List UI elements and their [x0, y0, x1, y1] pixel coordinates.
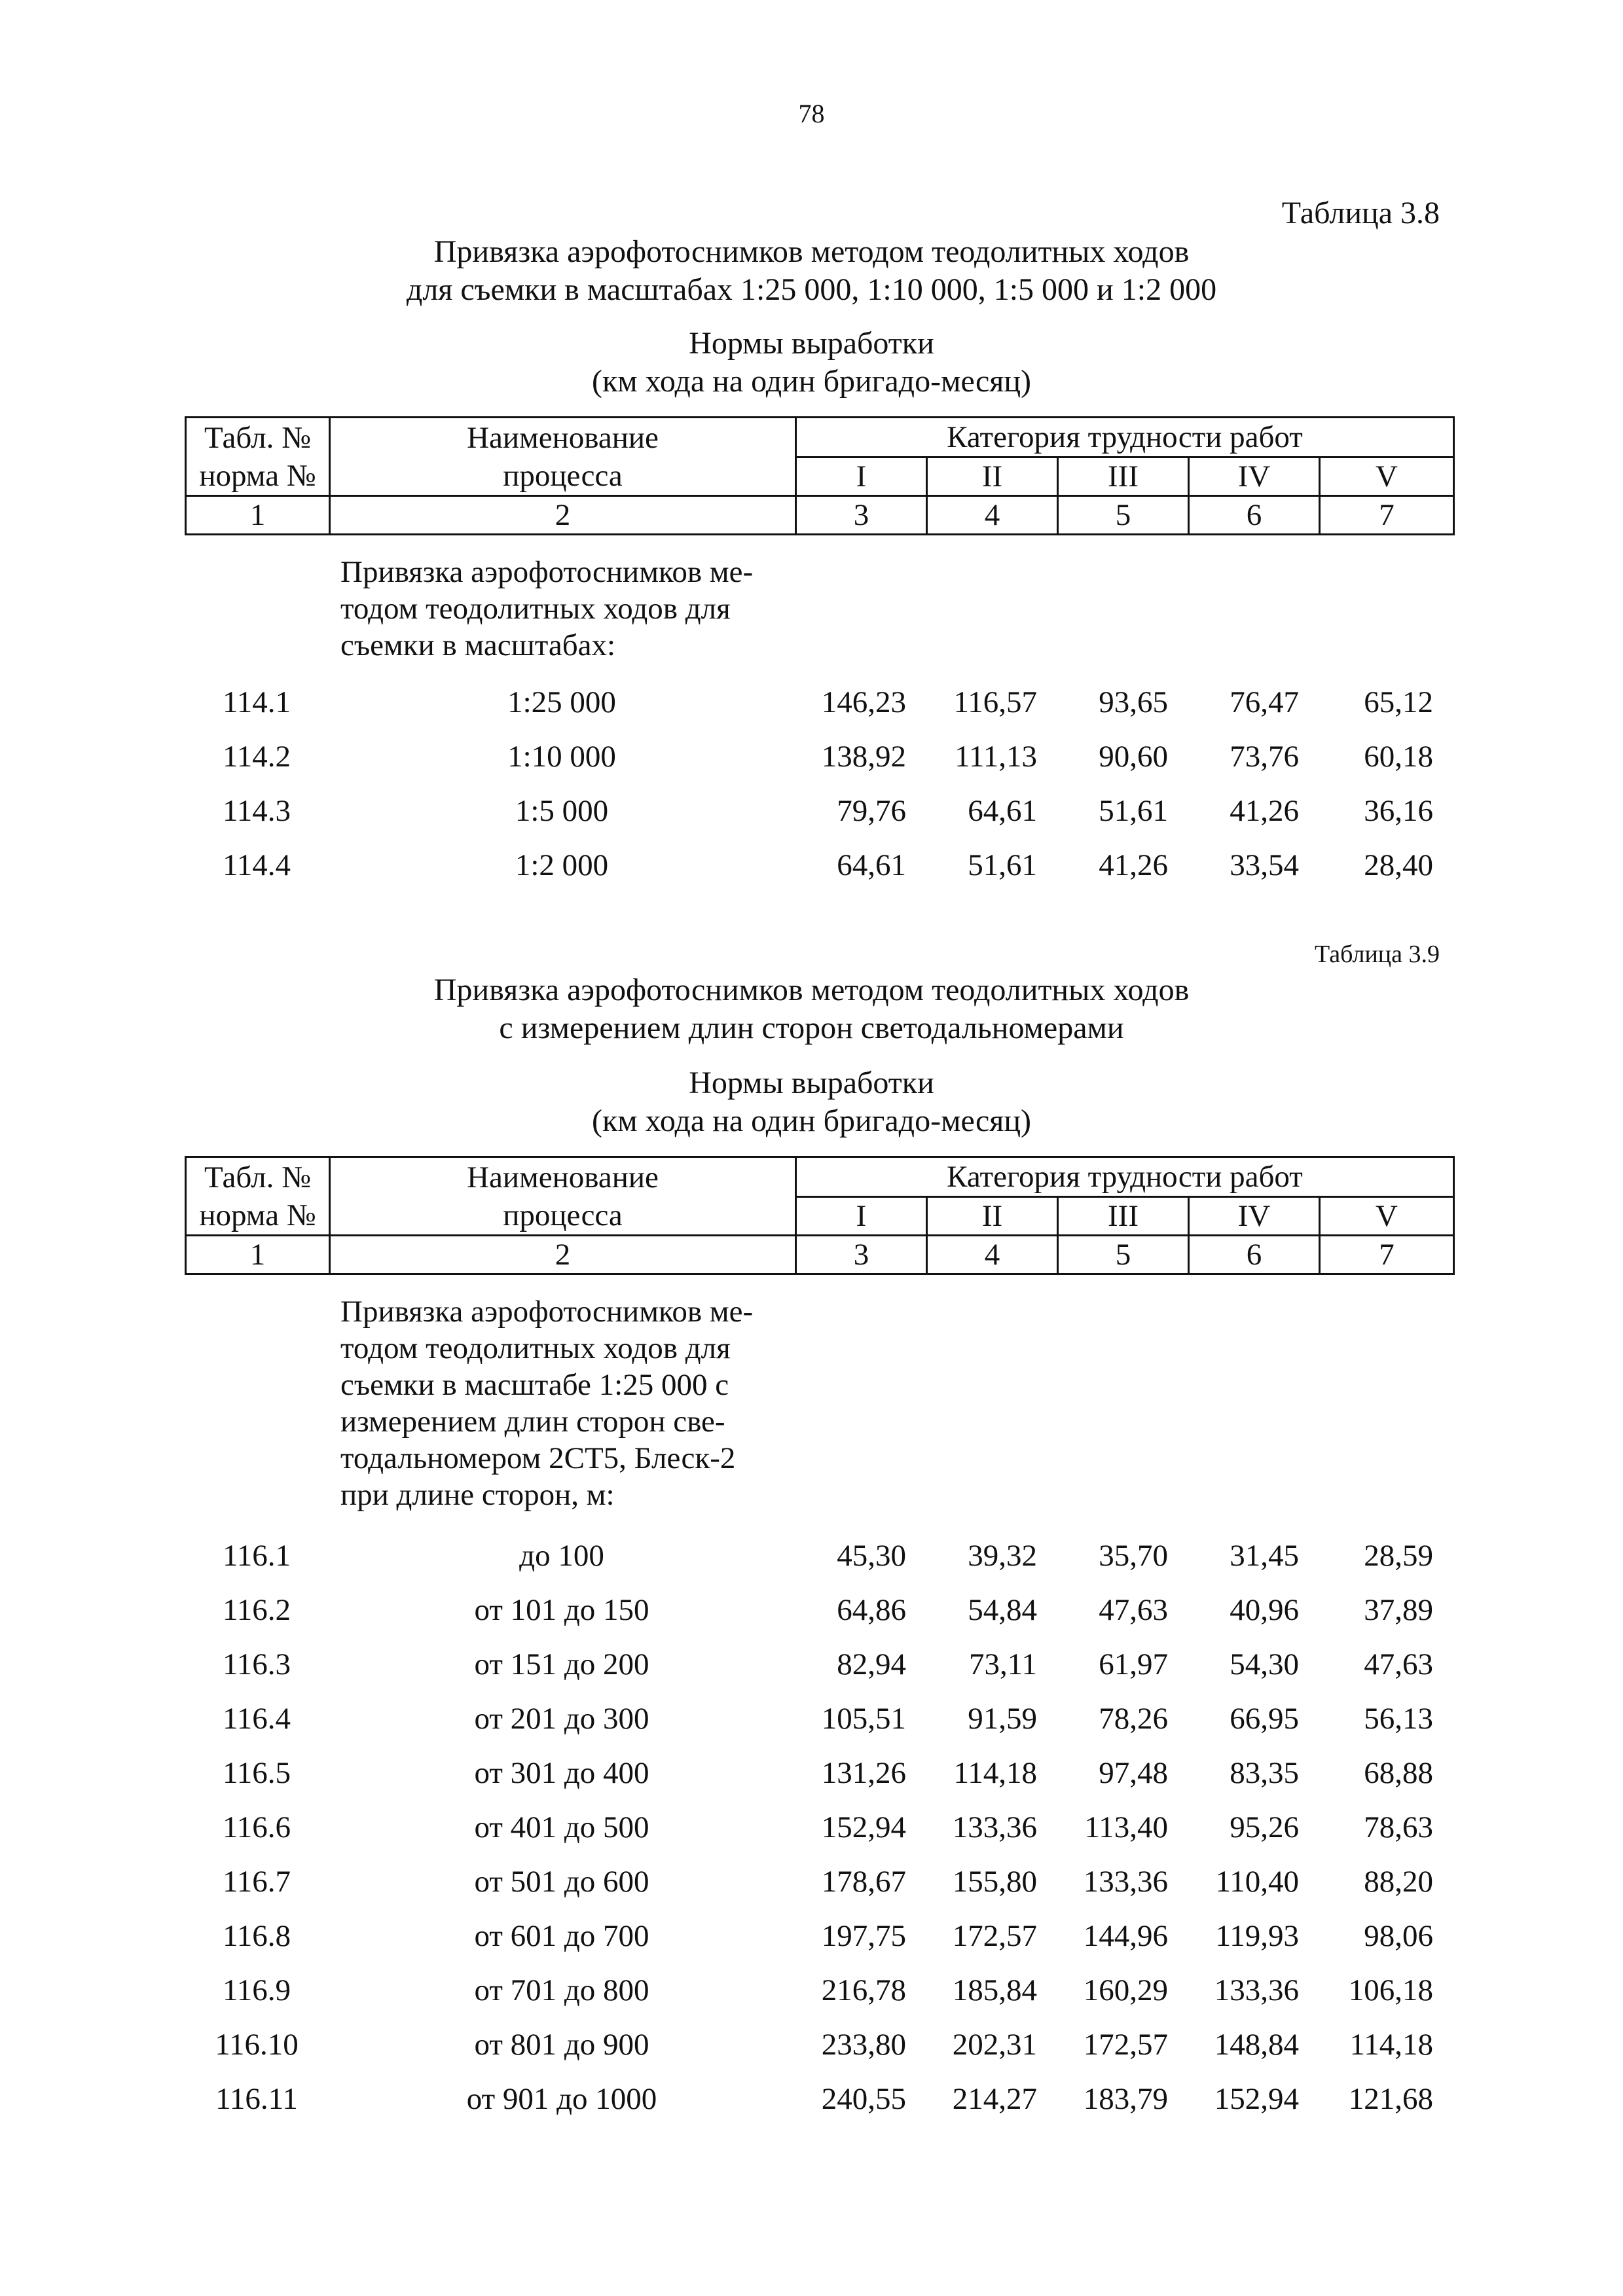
- category-value: 33,54: [1230, 848, 1299, 882]
- header-cat-iii: III: [1058, 1197, 1189, 1236]
- process-name: от 201 до 300: [474, 1702, 649, 1736]
- category-value: 36,16: [1364, 794, 1433, 828]
- table1-subtitle-line1: Нормы выработки: [689, 326, 934, 361]
- category-value: 54,84: [968, 1593, 1037, 1627]
- category-value: 41,26: [1099, 848, 1168, 882]
- category-value: 119,93: [1215, 1919, 1299, 1953]
- header-cat-v: V: [1320, 1197, 1454, 1236]
- header-category: Категория трудности работ: [796, 418, 1454, 457]
- table1-title-line1: Привязка аэрофотоснимков методом теодолитных ходов: [433, 234, 1190, 269]
- norm-number: 116.4: [222, 1702, 291, 1736]
- category-value: 31,45: [1230, 1539, 1299, 1573]
- header-cat-iv: IV: [1189, 1197, 1320, 1236]
- table1-header: [185, 416, 1453, 535]
- category-value: 110,40: [1215, 1865, 1299, 1899]
- category-value: 111,13: [955, 740, 1037, 774]
- norm-number: 116.3: [222, 1647, 291, 1681]
- header-cat-ii: II: [927, 457, 1058, 496]
- col-number: 6: [1189, 1236, 1320, 1274]
- norm-number: 116.8: [222, 1919, 291, 1953]
- norm-number: 114.3: [222, 794, 291, 828]
- norm-number: 116.7: [222, 1865, 291, 1899]
- col-number: 5: [1058, 1236, 1189, 1274]
- table-row: [185, 1692, 1453, 1746]
- category-value: 28,59: [1364, 1539, 1433, 1573]
- table2-group-title: Привязка аэрофотоснимков ме- тодом теодолитных ходов для съемки в масштабе 1:25 000 с измерением длин сторон све- тодальномером 2СТ5, Блеск-2 при длине сторон, м:: [340, 1295, 754, 1512]
- category-value: 144,96: [1083, 1919, 1168, 1953]
- category-value: 68,88: [1364, 1756, 1433, 1790]
- col-number: 7: [1320, 1236, 1454, 1274]
- norm-number: 114.2: [222, 740, 291, 774]
- category-value: 152,94: [1214, 2082, 1299, 2116]
- table-row: [185, 1801, 1453, 1855]
- category-value: 113,40: [1084, 1810, 1168, 1844]
- category-value: 138,92: [821, 740, 906, 774]
- category-value: 88,20: [1364, 1865, 1433, 1899]
- table-ref-3-9: Таблица 3.9: [1314, 941, 1440, 968]
- category-value: 61,97: [1099, 1647, 1168, 1681]
- table-row: [185, 1855, 1453, 1909]
- category-value: 45,30: [837, 1539, 906, 1573]
- category-value: 47,63: [1099, 1593, 1168, 1627]
- process-name: от 701 до 800: [474, 1973, 649, 2007]
- category-value: 185,84: [952, 1973, 1037, 2007]
- category-value: 114,18: [1349, 2028, 1433, 2062]
- category-value: 148,84: [1214, 2028, 1299, 2062]
- category-value: 73,76: [1230, 740, 1299, 774]
- process-name: до 100: [519, 1539, 604, 1573]
- table2-subtitle-line2: (км хода на один бригадо-месяц): [591, 1103, 1032, 1138]
- category-value: 66,95: [1230, 1702, 1299, 1736]
- col-number: 4: [927, 496, 1058, 535]
- category-value: 98,06: [1364, 1919, 1433, 1953]
- category-value: 152,94: [821, 1810, 906, 1844]
- norm-number: 116.11: [215, 2082, 298, 2116]
- table-row: [185, 1638, 1453, 1692]
- category-value: 114,18: [953, 1756, 1037, 1790]
- category-value: 64,61: [968, 794, 1037, 828]
- category-value: 178,67: [821, 1865, 906, 1899]
- category-value: 40,96: [1230, 1593, 1299, 1627]
- category-value: 73,11: [968, 1647, 1037, 1681]
- category-value: 106,18: [1348, 1973, 1433, 2007]
- category-value: 79,76: [837, 794, 906, 828]
- header-cat-ii: II: [927, 1197, 1058, 1236]
- table-row: [185, 675, 1453, 730]
- category-value: 51,61: [968, 848, 1037, 882]
- norm-number: 114.4: [222, 848, 291, 882]
- category-value: 172,57: [952, 1919, 1037, 1953]
- process-name: от 901 до 1000: [466, 2082, 657, 2116]
- table1-body: [185, 675, 1453, 893]
- category-value: 51,61: [1099, 794, 1168, 828]
- norm-number: 116.6: [222, 1810, 291, 1844]
- category-value: 76,47: [1230, 685, 1299, 719]
- header-cat-v: V: [1320, 457, 1454, 496]
- table-row: [185, 1909, 1453, 1964]
- category-value: 37,89: [1364, 1593, 1433, 1627]
- category-value: 121,68: [1348, 2082, 1433, 2116]
- col-number: 3: [796, 1236, 927, 1274]
- process-name: от 501 до 600: [474, 1865, 649, 1899]
- table2-title-line1: Привязка аэрофотоснимков методом теодолитных ходов: [433, 973, 1190, 1007]
- category-value: 60,18: [1364, 740, 1433, 774]
- header-process-name: Наименование процесса: [330, 418, 796, 496]
- category-value: 105,51: [821, 1702, 906, 1736]
- category-value: 133,36: [952, 1810, 1037, 1844]
- process-name: 1:10 000: [507, 740, 616, 774]
- table-row: [185, 1529, 1453, 1583]
- norm-number: 116.5: [222, 1756, 291, 1790]
- category-value: 160,29: [1083, 1973, 1168, 2007]
- category-value: 214,27: [952, 2082, 1037, 2116]
- header-tabl-no: Табл. № норма №: [186, 418, 330, 496]
- table1-title: [0, 233, 1623, 309]
- category-value: 83,35: [1230, 1756, 1299, 1790]
- category-value: 183,79: [1083, 2082, 1168, 2116]
- table-row: [185, 784, 1453, 838]
- category-value: 82,94: [837, 1647, 906, 1681]
- col-number: 4: [927, 1236, 1058, 1274]
- col-number: 1: [186, 496, 330, 535]
- col-number: 2: [330, 496, 796, 535]
- table2-subtitle-line1: Нормы выработки: [689, 1066, 934, 1100]
- category-value: 35,70: [1099, 1539, 1168, 1573]
- header-category: Категория трудности работ: [796, 1157, 1454, 1197]
- table-row: [185, 838, 1453, 893]
- col-number: 1: [186, 1236, 330, 1274]
- category-value: 172,57: [1083, 2028, 1168, 2062]
- category-value: 202,31: [952, 2028, 1037, 2062]
- page-number: 78: [798, 99, 825, 128]
- table-row: [185, 1964, 1453, 2018]
- category-value: 216,78: [821, 1973, 906, 2007]
- norm-number: 116.1: [222, 1539, 291, 1573]
- category-value: 197,75: [821, 1919, 906, 1953]
- category-value: 116,57: [953, 685, 1037, 719]
- col-number: 7: [1320, 496, 1454, 535]
- category-value: 90,60: [1099, 740, 1168, 774]
- table2-title-line2: с измерением длин сторон светодальномерами: [499, 1011, 1124, 1045]
- category-value: 47,63: [1364, 1647, 1433, 1681]
- process-name: от 601 до 700: [474, 1919, 649, 1953]
- table2-body: [185, 1529, 1453, 2126]
- norm-number: 116.9: [222, 1973, 291, 2007]
- table1-title-line2: для съемки в масштабах 1:25 000, 1:10 000, 1:5 000 и 1:2 000: [406, 272, 1217, 307]
- category-value: 78,26: [1099, 1702, 1168, 1736]
- header-cat-i: I: [796, 1197, 927, 1236]
- category-value: 91,59: [968, 1702, 1037, 1736]
- category-value: 64,86: [837, 1593, 906, 1627]
- process-name: от 151 до 200: [474, 1647, 649, 1681]
- norm-number: 116.10: [215, 2028, 299, 2062]
- category-value: 95,26: [1230, 1810, 1299, 1844]
- header-process-name: Наименование процесса: [330, 1157, 796, 1236]
- category-value: 65,12: [1364, 685, 1433, 719]
- table-row: [185, 2018, 1453, 2072]
- col-number: 3: [796, 496, 927, 535]
- category-value: 155,80: [952, 1865, 1037, 1899]
- table2-title: [0, 971, 1623, 1047]
- table1-subtitle: [0, 325, 1623, 401]
- category-value: 240,55: [821, 2082, 906, 2116]
- category-value: 56,13: [1364, 1702, 1433, 1736]
- norm-number: 116.2: [222, 1593, 291, 1627]
- category-value: 97,48: [1099, 1756, 1168, 1790]
- category-value: 233,80: [821, 2028, 906, 2062]
- category-value: 131,26: [821, 1756, 906, 1790]
- header-tabl-no: Табл. № норма №: [186, 1157, 330, 1236]
- header-cat-i: I: [796, 457, 927, 496]
- table2-subtitle: [0, 1064, 1623, 1140]
- process-name: от 401 до 500: [474, 1810, 649, 1844]
- table2-header: [185, 1156, 1453, 1275]
- header-cat-iii: III: [1058, 457, 1189, 496]
- category-value: 54,30: [1230, 1647, 1299, 1681]
- col-number: 5: [1058, 496, 1189, 535]
- table-row: [185, 1583, 1453, 1638]
- category-value: 78,63: [1364, 1810, 1433, 1844]
- category-value: 146,23: [821, 685, 906, 719]
- process-name: от 101 до 150: [474, 1593, 649, 1627]
- norm-number: 114.1: [222, 685, 291, 719]
- category-value: 39,32: [968, 1539, 1037, 1573]
- table-ref-3-8: Таблица 3.8: [1281, 196, 1440, 230]
- col-number: 2: [330, 1236, 796, 1274]
- process-name: от 801 до 900: [474, 2028, 649, 2062]
- header-cat-iv: IV: [1189, 457, 1320, 496]
- category-value: 93,65: [1099, 685, 1168, 719]
- table1-group-title: Привязка аэрофотоснимков ме- тодом теодолитных ходов для съемки в масштабах:: [340, 555, 754, 662]
- table-row: [185, 730, 1453, 784]
- table1-subtitle-line2: (км хода на один бригадо-месяц): [591, 364, 1032, 399]
- process-name: 1:5 000: [515, 794, 609, 828]
- category-value: 41,26: [1230, 794, 1299, 828]
- category-value: 28,40: [1364, 848, 1433, 882]
- table-row: [185, 2072, 1453, 2126]
- process-name: 1:25 000: [507, 685, 616, 719]
- process-name: от 301 до 400: [474, 1756, 649, 1790]
- category-value: 133,36: [1214, 1973, 1299, 2007]
- category-value: 133,36: [1083, 1865, 1168, 1899]
- table-row: [185, 1746, 1453, 1801]
- category-value: 64,61: [837, 848, 906, 882]
- process-name: 1:2 000: [515, 848, 609, 882]
- col-number: 6: [1189, 496, 1320, 535]
